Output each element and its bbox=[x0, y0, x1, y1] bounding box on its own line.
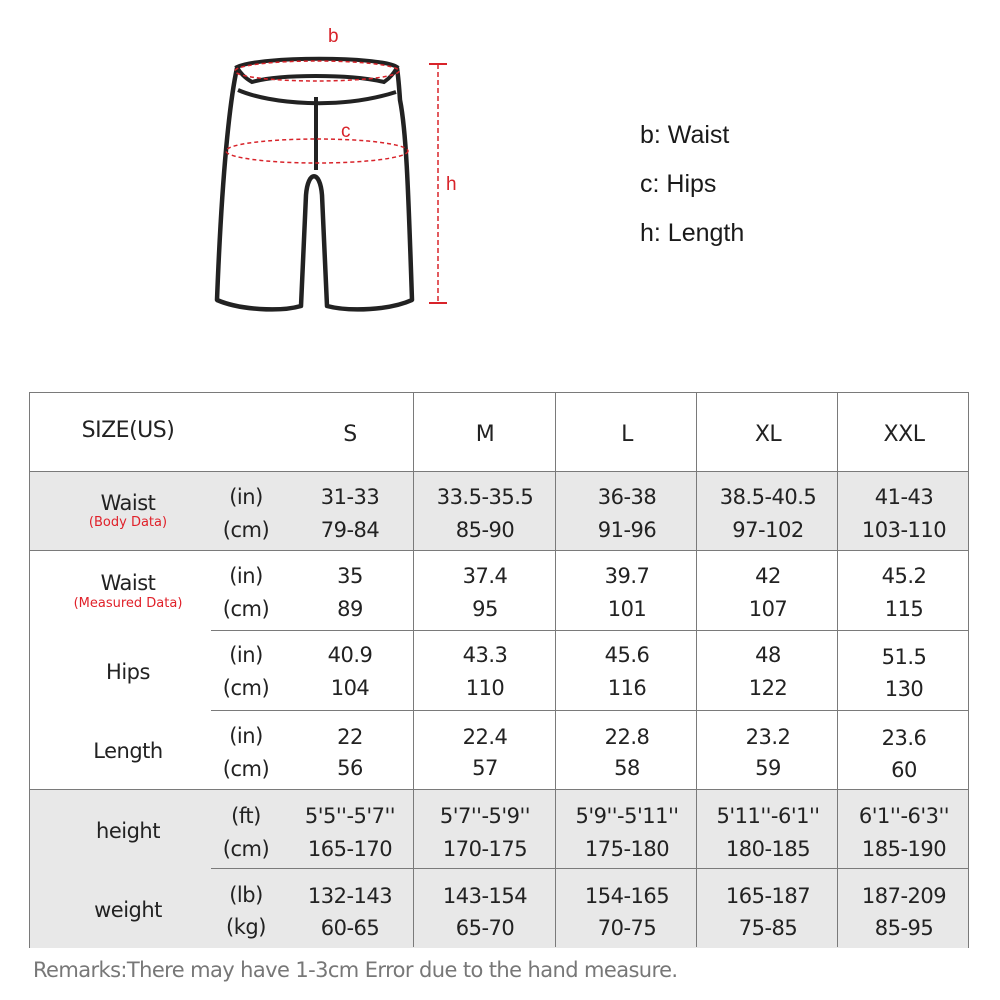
cell-value: 35 bbox=[337, 564, 363, 588]
size-m: M bbox=[475, 422, 495, 447]
cell-value: 187-209 bbox=[861, 884, 947, 908]
cell-value: 43.3 bbox=[462, 643, 508, 667]
cell-value: 45.2 bbox=[881, 564, 927, 588]
cell-value: 97-102 bbox=[732, 518, 804, 542]
cell-value: 41-43 bbox=[874, 485, 934, 509]
size-xl: XL bbox=[754, 422, 782, 447]
cell-value: 48 bbox=[755, 643, 781, 667]
size-xxl: XXL bbox=[883, 422, 925, 447]
row-label-waist-measured: Waist bbox=[100, 571, 156, 595]
cell-value: 42 bbox=[755, 564, 781, 588]
cell-value: 23.2 bbox=[745, 725, 791, 749]
cell-value: 75-85 bbox=[738, 916, 798, 940]
cell-value: 36-38 bbox=[597, 485, 657, 509]
unit-kg: (kg) bbox=[226, 915, 266, 939]
cell-value: 60-65 bbox=[320, 916, 380, 940]
shorts-measurement-diagram bbox=[200, 20, 480, 320]
cell-value: 59 bbox=[755, 756, 781, 780]
unit-cm: (cm) bbox=[222, 597, 270, 621]
cell-value: 165-187 bbox=[725, 884, 811, 908]
cell-value: 110 bbox=[465, 676, 505, 700]
cell-value: 45.6 bbox=[604, 643, 650, 667]
cell-value: 70-75 bbox=[597, 916, 657, 940]
label-b: b bbox=[328, 26, 339, 47]
cell-value: 79-84 bbox=[320, 518, 380, 542]
cell-value: 57 bbox=[472, 756, 498, 780]
cell-value: 37.4 bbox=[462, 564, 508, 588]
cell-value: 132-143 bbox=[307, 884, 393, 908]
size-s: S bbox=[343, 422, 357, 447]
cell-value: 33.5-35.5 bbox=[436, 485, 534, 509]
cell-value: 154-165 bbox=[584, 884, 670, 908]
cell-value: 40.9 bbox=[327, 643, 373, 667]
row-label-waist-body: Waist bbox=[100, 491, 156, 515]
unit-in: (in) bbox=[229, 643, 263, 667]
cell-value: 22 bbox=[337, 725, 363, 749]
cell-value: 31-33 bbox=[320, 485, 380, 509]
unit-cm: (cm) bbox=[222, 676, 270, 700]
unit-in: (in) bbox=[229, 564, 263, 588]
cell-value: 6'1''-6'3'' bbox=[858, 804, 950, 828]
cell-value: 115 bbox=[884, 597, 924, 621]
cell-value: 85-90 bbox=[455, 518, 515, 542]
size-chart-table bbox=[29, 392, 969, 948]
legend-hips: c: Hips bbox=[640, 170, 717, 198]
label-c: c bbox=[341, 121, 351, 142]
unit-cm: (cm) bbox=[222, 757, 270, 781]
legend-waist: b: Waist bbox=[640, 121, 730, 149]
shorts-outline-icon bbox=[200, 20, 480, 320]
unit-lb: (lb) bbox=[229, 883, 263, 907]
row-label-weight: weight bbox=[94, 898, 162, 922]
cell-value: 122 bbox=[748, 676, 788, 700]
cell-value: 95 bbox=[472, 597, 498, 621]
cell-value: 175-180 bbox=[584, 837, 670, 861]
label-h: h bbox=[446, 174, 457, 195]
cell-value: 130 bbox=[884, 677, 924, 701]
unit-in: (in) bbox=[229, 485, 263, 509]
cell-value: 185-190 bbox=[861, 837, 947, 861]
cell-value: 104 bbox=[330, 676, 370, 700]
cell-value: 22.4 bbox=[462, 725, 508, 749]
remarks-note: Remarks:There may have 1-3cm Error due to the hand measure. bbox=[33, 958, 678, 982]
size-l: L bbox=[621, 422, 633, 447]
row-label-height: height bbox=[96, 819, 160, 843]
cell-value: 51.5 bbox=[881, 645, 927, 669]
row-label-hips: Hips bbox=[106, 660, 150, 684]
cell-value: 39.7 bbox=[604, 564, 650, 588]
unit-cm: (cm) bbox=[222, 837, 270, 861]
unit-ft: (ft) bbox=[231, 804, 261, 828]
cell-value: 5'11''-6'1'' bbox=[716, 804, 820, 828]
size-header-label: SIZE(US) bbox=[81, 418, 175, 443]
cell-value: 170-175 bbox=[442, 837, 528, 861]
measurement-legend bbox=[640, 118, 744, 265]
cell-value: 60 bbox=[891, 758, 917, 782]
cell-value: 107 bbox=[748, 597, 788, 621]
cell-value: 5'5''-5'7'' bbox=[304, 804, 396, 828]
unit-cm: (cm) bbox=[222, 518, 270, 542]
legend-length: h: Length bbox=[640, 219, 745, 247]
cell-value: 22.8 bbox=[604, 725, 650, 749]
cell-value: 38.5-40.5 bbox=[719, 485, 817, 509]
cell-value: 58 bbox=[614, 756, 640, 780]
cell-value: 5'7''-5'9'' bbox=[439, 804, 531, 828]
cell-value: 116 bbox=[607, 676, 647, 700]
row-sublabel-measured-data: (Measured Data) bbox=[73, 596, 183, 611]
cell-value: 165-170 bbox=[307, 837, 393, 861]
cell-value: 91-96 bbox=[597, 518, 657, 542]
row-label-length: Length bbox=[93, 739, 163, 763]
cell-value: 23.6 bbox=[881, 726, 927, 750]
cell-value: 65-70 bbox=[455, 916, 515, 940]
cell-value: 180-185 bbox=[725, 837, 811, 861]
row-sublabel-body-data: (Body Data) bbox=[88, 515, 168, 530]
cell-value: 5'9''-5'11'' bbox=[575, 804, 679, 828]
cell-value: 85-95 bbox=[874, 916, 934, 940]
unit-in: (in) bbox=[229, 724, 263, 748]
cell-value: 143-154 bbox=[442, 884, 528, 908]
cell-value: 56 bbox=[337, 756, 363, 780]
cell-value: 101 bbox=[607, 597, 647, 621]
cell-value: 103-110 bbox=[861, 518, 947, 542]
cell-value: 89 bbox=[337, 597, 363, 621]
